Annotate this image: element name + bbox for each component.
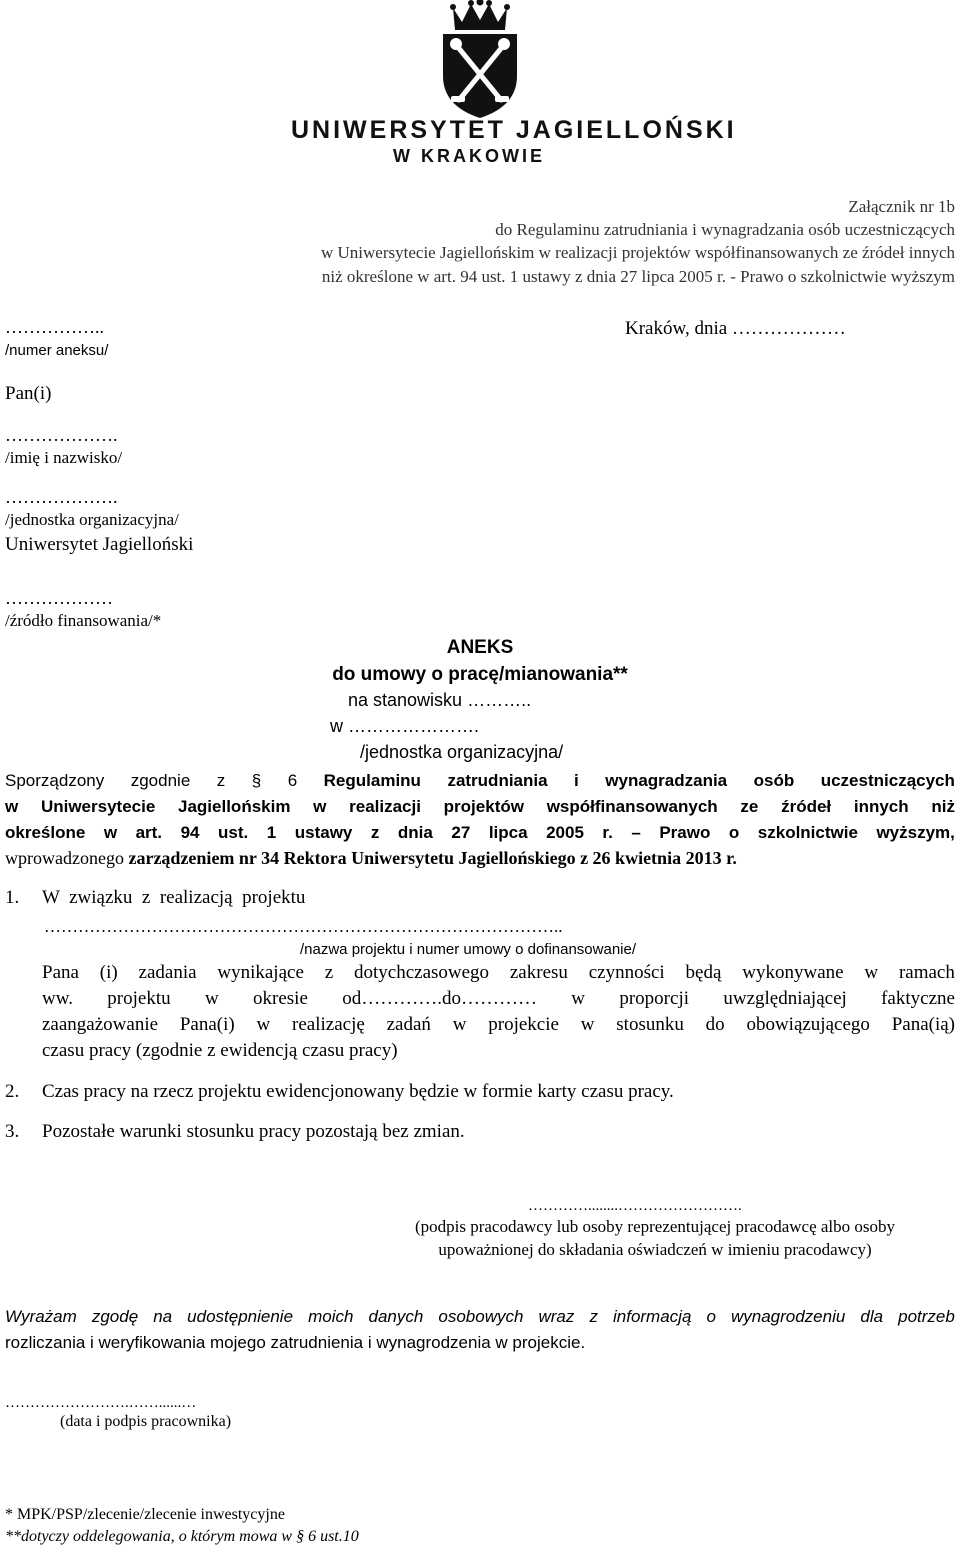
consent-line1-word: Wyrażam bbox=[5, 1307, 77, 1326]
title-annex: ANEKS bbox=[446, 637, 514, 658]
point1-text-line2-word: proporcji bbox=[619, 988, 690, 1009]
point2-number: 2. bbox=[5, 1081, 20, 1102]
consent-line1-word: danych bbox=[368, 1307, 424, 1326]
intro-line3-word: wyższym, bbox=[876, 823, 955, 842]
name-dots: ………………. bbox=[5, 425, 118, 445]
employer-signature-label2: upoważnionej do składania oświadczeń w imieniu pracodawcy) bbox=[438, 1240, 872, 1259]
point1-text-line3-word: projekcie bbox=[488, 1014, 559, 1035]
intro-line2-word: projektów bbox=[443, 797, 524, 816]
intro-line1-word: zatrudniania bbox=[447, 771, 548, 790]
title-unit-dots: w …………………. bbox=[330, 716, 480, 736]
university-name: Uniwersytet Jagielloński bbox=[5, 534, 194, 555]
point1-text-line2-word: od………….do………… bbox=[342, 988, 537, 1009]
intro-line2-word: niż bbox=[931, 797, 955, 816]
footnote-1: * MPK/PSP/zlecenie/zlecenie inwestycyjne bbox=[5, 1506, 285, 1523]
point3-number: 3. bbox=[5, 1121, 20, 1142]
consent-line1-word: z bbox=[589, 1307, 598, 1326]
consent-line1-word: potrzeb bbox=[898, 1307, 955, 1326]
intro-line2-word: współfinansowanych bbox=[546, 797, 718, 816]
intro-line3-word: art. bbox=[135, 823, 163, 842]
point1-text-line4: czasu pracy (zgodnie z ewidencją czasu pracy) bbox=[42, 1040, 398, 1061]
intro-line3-word: 94 bbox=[180, 823, 200, 842]
intro-line3-word: o bbox=[728, 823, 740, 842]
point1-text-line3-word: realizację bbox=[292, 1014, 365, 1035]
consent-line1 bbox=[5, 1307, 955, 1327]
consent-line1-word: na bbox=[153, 1307, 173, 1326]
point1-lead: W związku z realizacją projektu bbox=[42, 887, 306, 908]
intro-line3-word: Prawo bbox=[659, 823, 711, 842]
intro-line3-word: w bbox=[103, 823, 118, 842]
point1-text-line3-word: zaangażowanie bbox=[42, 1014, 159, 1035]
intro-line2-word: w bbox=[313, 797, 327, 816]
point1-text-line2-word: okresie bbox=[253, 988, 308, 1009]
intro-line2-word: innych bbox=[853, 797, 909, 816]
employee-signature-dots: …………………….……......… bbox=[5, 1395, 197, 1411]
employee-signature-label: (data i podpis pracownika) bbox=[60, 1413, 232, 1430]
consent-line1-word: wraz bbox=[538, 1307, 575, 1326]
point1-text-line2-word: w bbox=[204, 988, 219, 1009]
point1-text-line1-word: wynikające bbox=[217, 962, 304, 983]
intro-line3-word: z bbox=[370, 823, 380, 842]
intro-line2-word: Jagiellońskim bbox=[178, 797, 291, 816]
unit-label: /jednostka organizacyjna/ bbox=[5, 510, 179, 529]
intro-line1-word: Regulaminu bbox=[323, 771, 421, 790]
point1-text-line3-word: Pana(i) bbox=[179, 1014, 235, 1035]
intro-line3-word: – bbox=[631, 823, 641, 842]
intro-line1-word: § bbox=[251, 771, 262, 790]
annex-number-label: /numer aneksu/ bbox=[5, 342, 109, 359]
consent-line1-word: dla bbox=[860, 1307, 884, 1326]
consent-line1-word: o bbox=[706, 1307, 716, 1326]
intro-line1-word: 6 bbox=[287, 771, 298, 790]
unit-dots: ………………. bbox=[5, 487, 118, 507]
intro-line1-word: i bbox=[574, 771, 579, 790]
intro-line1-word: Sporządzony bbox=[5, 771, 105, 790]
intro-line3-word: dnia bbox=[397, 823, 433, 842]
intro-line1 bbox=[5, 771, 955, 791]
point1-text-line1-word: będą bbox=[685, 962, 722, 983]
attachment-line2: do Regulaminu zatrudniania i wynagradzania osób uczestniczących bbox=[495, 220, 955, 239]
point1-text-line3-word: zadań bbox=[386, 1014, 431, 1035]
point1-text-line3-word: w bbox=[580, 1014, 595, 1035]
point1-text-line3-word: w bbox=[256, 1014, 271, 1035]
intro-line1-word: zgodnie bbox=[130, 771, 191, 790]
source-dots: ……………… bbox=[5, 588, 113, 608]
intro-line3-word: szkolnictwie bbox=[757, 823, 858, 842]
intro-line3-word: lipca bbox=[488, 823, 528, 842]
point3-text: Pozostałe warunki stosunku pracy pozostają bez zmian. bbox=[42, 1121, 465, 1142]
consent-line1-word: udostępnienie bbox=[187, 1307, 294, 1326]
intro-line2-word: w bbox=[5, 797, 19, 816]
recipient-pan: Pan(i) bbox=[5, 383, 52, 404]
point1-text-line1-word: w bbox=[864, 962, 879, 983]
attachment-line4: niż określone w art. 94 ust. 1 ustawy z dnia 27 lipca 2005 r. - Prawo o szkolnictwie wyższym bbox=[321, 267, 955, 286]
intro-line2-word: źródeł bbox=[781, 797, 832, 816]
intro-line3-word: ustawy bbox=[294, 823, 353, 842]
point1-text-line1-word: zadania bbox=[138, 962, 197, 983]
point1-text-line2-word: projektu bbox=[107, 988, 171, 1009]
point1-text-line1-word: czynności bbox=[588, 962, 665, 983]
point1-text-line2-word: w bbox=[571, 988, 586, 1009]
point1-text-line3-word: do bbox=[705, 1014, 725, 1035]
point1-project-label: /nazwa projektu i numer umowy o dofinansowanie/ bbox=[300, 941, 637, 958]
intro-line3-word: 1 bbox=[266, 823, 277, 842]
point2-text: Czas pracy na rzecz projektu ewidencjonowany będzie w formie karty czasu pracy. bbox=[42, 1081, 674, 1102]
intro-line3-word: 27 bbox=[451, 823, 471, 842]
intro-line1-word: wynagradzania bbox=[605, 771, 728, 790]
point1-text-line3-word: stosunku bbox=[616, 1014, 684, 1035]
point1-text-line2 bbox=[42, 988, 955, 1010]
intro-line1-word: z bbox=[216, 771, 226, 790]
point1-text-line1-word: Pana bbox=[42, 962, 79, 983]
intro-line1-word: osób bbox=[753, 771, 795, 790]
consent-line2: rozliczania i weryfikowania mojego zatrudnienia i wynagrodzenia w projekcie. bbox=[5, 1333, 586, 1352]
title-unit-label: /jednostka organizacyjna/ bbox=[360, 742, 564, 762]
consent-line1-word: informacją bbox=[612, 1307, 692, 1326]
point1-text-line2-word: ww. bbox=[42, 988, 73, 1009]
consent-line1-word: osobowych bbox=[438, 1307, 524, 1326]
logo-name-line2: W KRAKOWIE bbox=[393, 146, 545, 166]
consent-line1-word: moich bbox=[308, 1307, 354, 1326]
intro-line3-word: ust. bbox=[218, 823, 249, 842]
point1-text-line3-word: w bbox=[452, 1014, 467, 1035]
point1-text-line1-word: z bbox=[324, 962, 334, 983]
intro-line2 bbox=[5, 797, 955, 817]
crest-icon bbox=[435, 0, 525, 120]
point1-dots: ……………………………………………………………………………….. bbox=[44, 917, 563, 936]
intro-line1-word: uczestniczących bbox=[820, 771, 955, 790]
point1-text-line3-word: Pana(ią) bbox=[891, 1014, 955, 1035]
intro-line4-bold: zarządzeniem nr 34 Rektora Uniwersytetu Jagiellońskiego z 26 kwietnia 2013 r. bbox=[128, 848, 737, 868]
university-logo bbox=[285, 0, 737, 170]
point1-text-line1-word: wykonywane bbox=[742, 962, 844, 983]
place-date: Kraków, dnia ……………… bbox=[625, 318, 846, 339]
intro-line3-word: r. bbox=[602, 823, 613, 842]
intro-line2-word: realizacji bbox=[349, 797, 421, 816]
point1-text-line1-word: ramach bbox=[898, 962, 955, 983]
employer-signature-label1: (podpis pracodawcy lub osoby reprezentującej pracodawcę albo osoby bbox=[414, 1217, 896, 1236]
consent-line1-word: zgodę bbox=[91, 1307, 139, 1326]
intro-line4-normal: wprowadzonego bbox=[5, 848, 129, 868]
employer-signature-dots: …………........……………………. bbox=[528, 1198, 742, 1214]
point1-text-line1-word: dotychczasowego bbox=[353, 962, 490, 983]
title-position: na stanowisku ……….. bbox=[348, 690, 532, 710]
point1-text-line3 bbox=[42, 1014, 955, 1036]
attachment-line3: w Uniwersytecie Jagiellońskim w realizacji projektów współfinansowanych ze źródeł innych bbox=[321, 243, 955, 262]
name-label: /imię i nazwisko/ bbox=[5, 448, 123, 467]
point1-number: 1. bbox=[5, 887, 20, 908]
intro-line4 bbox=[5, 848, 737, 869]
point1-text-line1-word: (i) bbox=[99, 962, 118, 983]
attachment-line1: Załącznik nr 1b bbox=[848, 197, 955, 216]
source-label: /źródło finansowania/* bbox=[5, 611, 162, 630]
footnote-2: **dotyczy oddelegowania, o którym mowa w § 6 ust.10 bbox=[5, 1528, 359, 1545]
annex-number-dots: …………….. bbox=[5, 317, 104, 337]
title-contract: do umowy o pracę/mianowania** bbox=[332, 664, 628, 685]
point1-text-line1 bbox=[42, 962, 955, 984]
point1-text-line3-word: obowiązującego bbox=[746, 1014, 870, 1035]
intro-line3 bbox=[5, 823, 955, 843]
logo-name-line1: UNIWERSYTET JAGIELLOŃSKI bbox=[291, 116, 737, 144]
intro-line2-word: Uniwersytecie bbox=[40, 797, 156, 816]
point1-text-line1-word: zakresu bbox=[509, 962, 568, 983]
point1-text-line2-word: uwzględniającej bbox=[723, 988, 847, 1009]
intro-line3-word: 2005 bbox=[546, 823, 584, 842]
consent-line1-word: wynagrodzeniu bbox=[730, 1307, 846, 1326]
point1-text-line2-word: faktyczne bbox=[881, 988, 955, 1009]
intro-line3-word: określone bbox=[5, 823, 86, 842]
intro-line2-word: ze bbox=[740, 797, 759, 816]
